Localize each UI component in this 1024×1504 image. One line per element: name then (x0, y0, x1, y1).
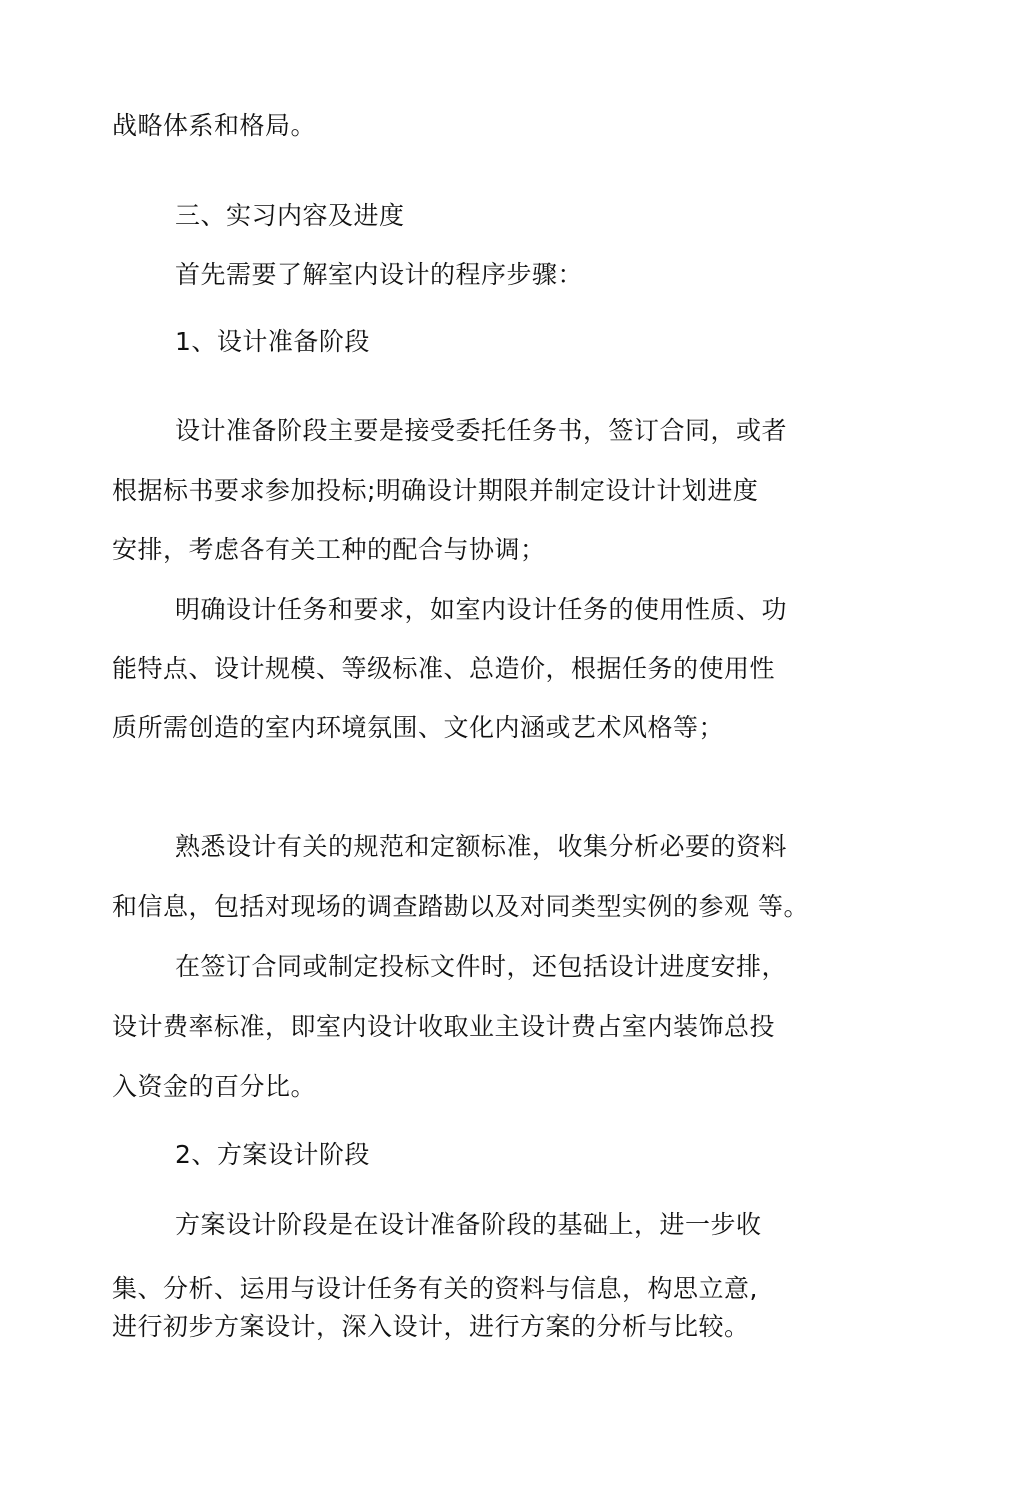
subsection-heading: 1、设计准备阶段 (175, 327, 370, 356)
paragraph-line: 安排，考虑各有关工种的配合与协调； (112, 535, 546, 564)
paragraph-line: 明确设计任务和要求，如室内设计任务的使用性质、功 (175, 595, 788, 624)
paragraph-line: 设计准备阶段主要是接受委托任务书，签订合同，或者 (175, 416, 788, 445)
paragraph-line: 进行初步方案设计，深入设计，进行方案的分析与比较。 (112, 1312, 750, 1341)
paragraph-line: 设计费率标准，即室内设计收取业主设计费占室内装饰总投 (112, 1012, 776, 1041)
paragraph-line: 入资金的百分比。 (112, 1072, 317, 1101)
paragraph-line: 在签订合同或制定投标文件时，还包括设计进度安排， (175, 952, 788, 981)
paragraph-line: 熟悉设计有关的规范和定额标准，收集分析必要的资料 (175, 832, 788, 861)
paragraph-line: 能特点、设计规模、等级标准、总造价，根据任务的使用性 (112, 654, 776, 683)
paragraph-line: 集、分析、运用与设计任务有关的资料与信息，构思立意, (112, 1274, 758, 1303)
paragraph-line: 根据标书要求参加投标;明确设计期限并制定设计计划进度 (112, 476, 759, 505)
paragraph-line: 质所需创造的室内环境氛围、文化内涵或艺术风格等； (112, 713, 725, 742)
paragraph-line: 方案设计阶段是在设计准备阶段的基础上，进一步收 (175, 1210, 762, 1239)
section-heading: 三、实习内容及进度 (175, 201, 405, 230)
subsection-heading: 2、方案设计阶段 (175, 1140, 370, 1169)
paragraph-line: 和信息，包括对现场的调查踏勘以及对同类型实例的参观 等。 (112, 892, 809, 921)
paragraph-line: 战略体系和格局。 (112, 111, 317, 140)
paragraph-line: 首先需要了解室内设计的程序步骤： (175, 260, 584, 289)
